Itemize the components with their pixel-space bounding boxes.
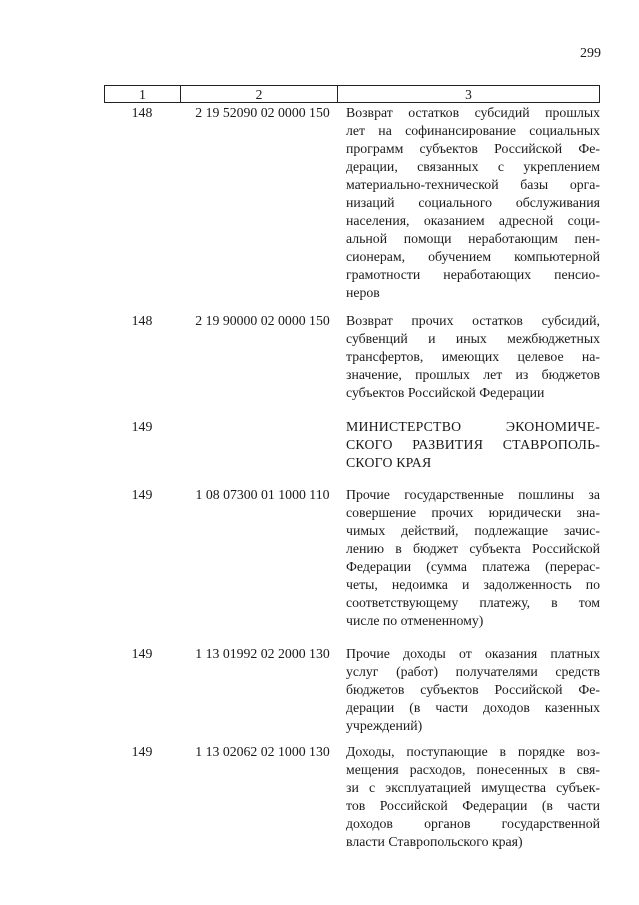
ministry-heading [346,418,600,472]
description-line: субъектов Российской Федерации [346,385,545,400]
description-line: трансфертов, имеющих целевое на- [346,349,600,364]
description-line: программ субъектов Российской Фе- [346,141,600,156]
description-line: дерации (в части доходов казенных [346,700,600,715]
description-line: МИНИСТЕРСТВО ЭКОНОМИЧЕ- [346,419,600,434]
description-line: материально-технической базы орга- [346,177,600,192]
description-line: субвенций и иных межбюджетных [346,331,600,346]
description-line: тов Российской Федерации (в части [346,798,600,813]
description-line: СКОГО РАЗВИТИЯ СТАВРОПОЛЬ- [346,437,600,452]
description-line: Доходы, поступающие в порядке воз- [346,744,600,759]
description-line: грамотности неработающих пенсио- [346,267,600,282]
description-line: чимых действий, подлежащие зачис- [346,523,600,538]
description-line: сионерам, обучением компьютерной [346,249,600,264]
header-col-2: 2 [181,86,338,102]
description-line: альной помощи неработающим пен- [346,231,600,246]
description-line: совершение прочих юридически зна- [346,505,600,520]
admin-code: 149 [131,419,153,434]
description-line: власти Ставропольского края) [346,834,523,849]
description-line: СКОГО КРАЯ [346,455,432,470]
description-line: числе по отмененному) [346,613,484,628]
description-line: бюджетов субъектов Российской Фе- [346,682,600,697]
admin-code: 149 [131,487,153,502]
page-number: 299 [580,46,601,61]
admin-code: 148 [131,313,153,328]
description-line: зи с эксплуатацией имущества субъек- [346,780,600,795]
description-line: населения, оказанием адресной соци- [346,213,600,228]
description-line: лет на софинансирование социальных [346,123,600,138]
description-line: четы, недоимка и задолженность по [346,577,600,592]
description-line: Прочие доходы от оказания платных [346,646,600,661]
budget-code: 2 19 52090 02 0000 150 [195,105,330,120]
admin-code: 149 [131,744,153,759]
description [346,486,600,630]
description-line: соответствующему платежу, в том [346,595,600,610]
description-line: мещения расходов, понесенных в свя- [346,762,600,777]
description [346,104,600,302]
budget-code: 2 19 90000 02 0000 150 [195,313,330,328]
header-col-3: 3 [465,87,472,102]
description [346,312,600,402]
description [346,645,600,735]
description-line: Возврат остатков субсидий прошлых [346,105,600,120]
budget-code: 1 13 02062 02 1000 130 [195,744,330,759]
description-line: дерации, связанных с укреплением [346,159,600,174]
admin-code: 148 [131,105,153,120]
description-line: неров [346,285,380,300]
header-col-1: 1 [105,86,181,102]
description-line: Федерации (сумма платежа (перерас- [346,559,600,574]
description [346,743,600,851]
description-line: Прочие государственные пошлины за [346,487,600,502]
table-header [104,85,600,103]
description-line: доходов органов государственной [346,816,600,831]
description-line: низаций социального обслуживания [346,195,600,210]
description-line: Возврат прочих остатков субсидий, [346,313,600,328]
description-line: услуг (работ) получателями средств [346,664,600,679]
description-line: лению в бюджет субъекта Российской [346,541,600,556]
description-line: значение, прошлых лет из бюджетов [346,367,600,382]
budget-code: 1 13 01992 02 2000 130 [195,646,330,661]
budget-code: 1 08 07300 01 1000 110 [195,487,330,502]
admin-code: 149 [131,646,153,661]
description-line: учреждений) [346,718,423,733]
